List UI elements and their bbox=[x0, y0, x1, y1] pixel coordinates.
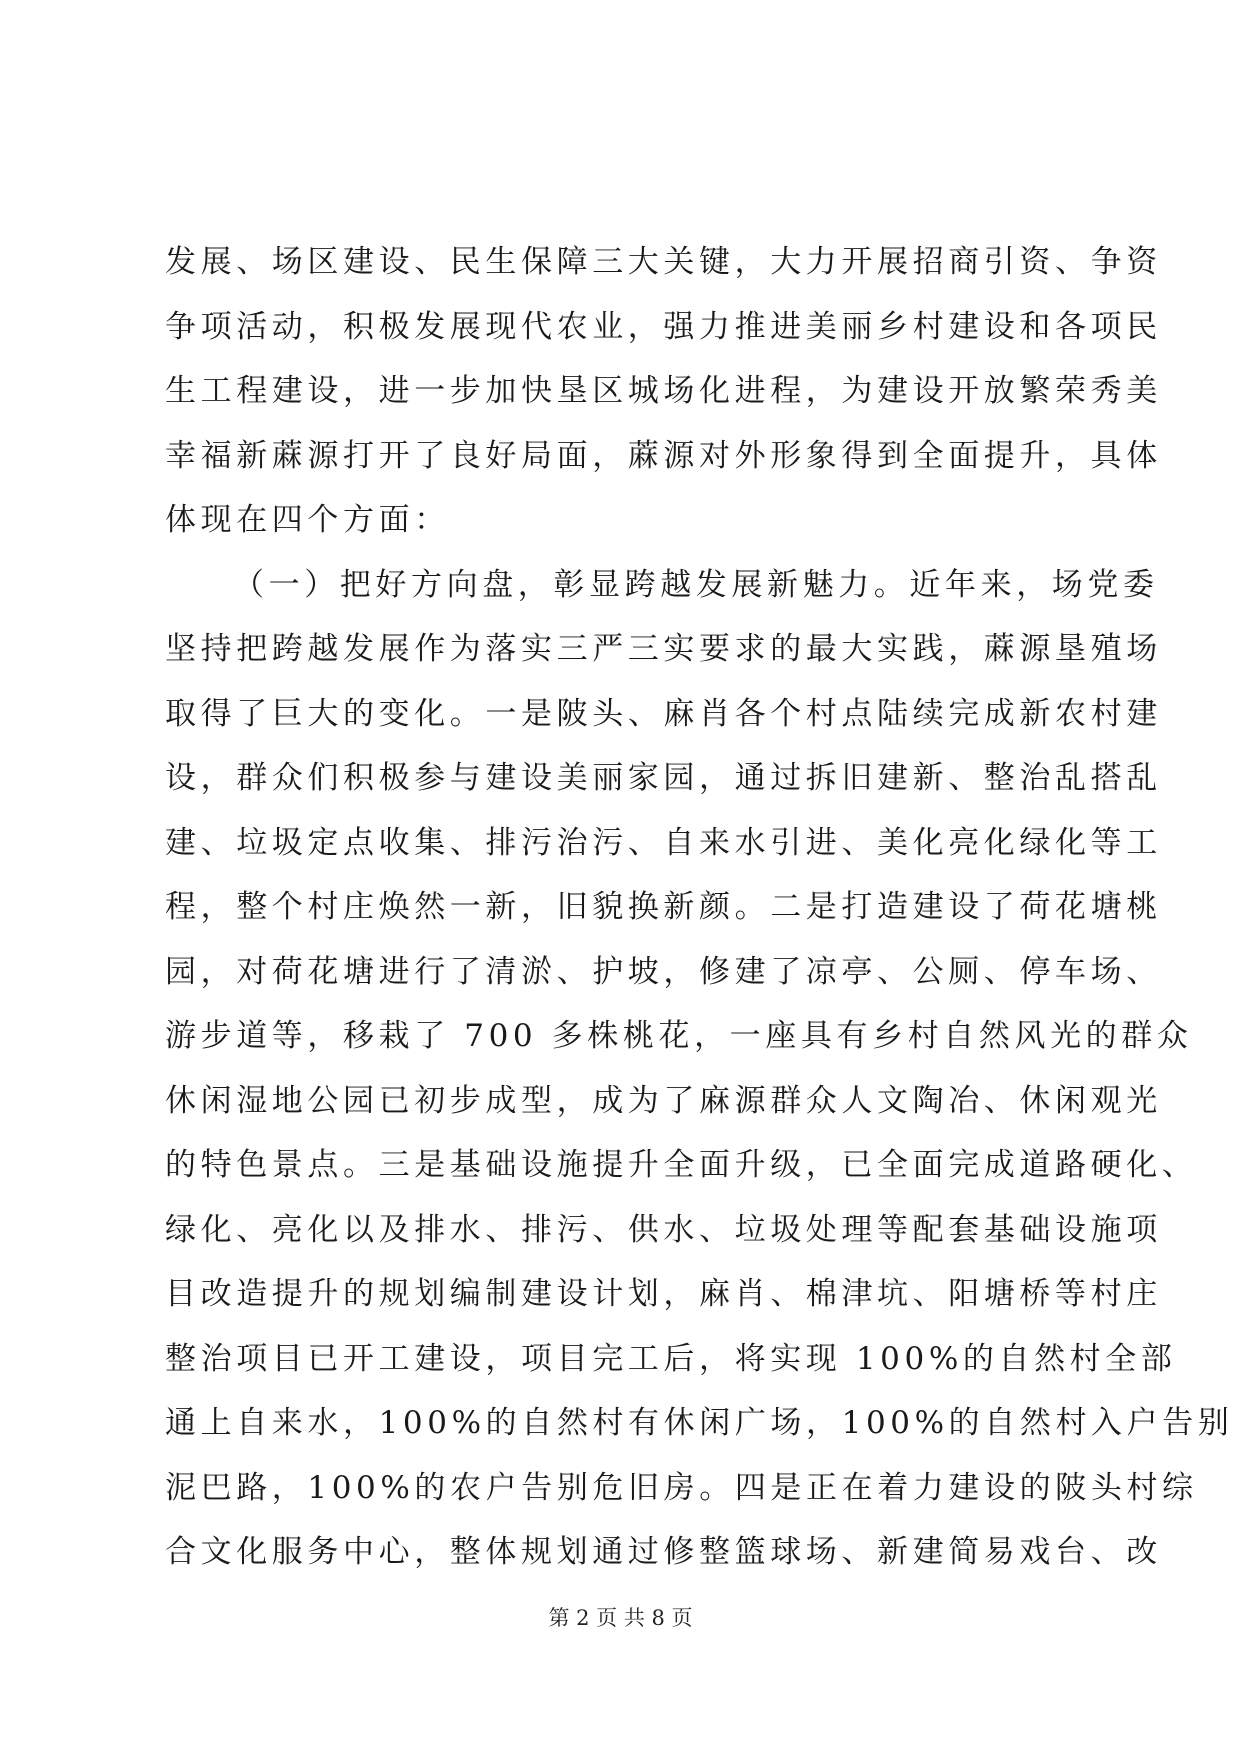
text-line: 幸福新蔴源打开了良好局面，蔴源对外形象得到全面提升，具体 bbox=[165, 437, 1162, 474]
text-line: 建、垃圾定点收集、排污治污、自来水引进、美化亮化绿化等工 bbox=[165, 824, 1162, 861]
text-line: 坚持把跨越发展作为落实三严三实要求的最大实践，蔴源垦殖场 bbox=[165, 631, 1162, 667]
text-line: 程，整个村庄焕然一新，旧貌换新颜。二是打造建设了荷花塘桃 bbox=[165, 889, 1162, 925]
text-line: 园，对荷花塘进行了清淤、护坡，修建了凉亭、公厕、停车场、 bbox=[165, 953, 1162, 990]
text-line: 体现在四个方面： bbox=[165, 502, 450, 538]
text-line: 目改造提升的规划编制建设计划，麻肖、棉津坑、阳塘桥等村庄 bbox=[165, 1276, 1162, 1312]
text-line: 泥巴路，100%的农户告别危旧房。四是正在着力建设的陂头村综 bbox=[165, 1469, 1198, 1506]
text-line: 合文化服务中心，整体规划通过修整篮球场、新建简易戏台、改 bbox=[165, 1534, 1162, 1570]
text-line: 生工程建设，进一步加快垦区城场化进程，为建设开放繁荣秀美 bbox=[165, 373, 1162, 409]
document-body bbox=[165, 230, 1234, 1585]
text-line: 游步道等，移栽了 700 多株桃花，一座具有乡村自然风光的群众 bbox=[165, 1018, 1193, 1054]
text-line: 的特色景点。三是基础设施提升全面升级，已全面完成道路硬化、 bbox=[165, 1147, 1198, 1183]
paragraph-start-line: （一）把好方向盘，彰显跨越发展新魅力。近年来，场党委 bbox=[233, 566, 1159, 603]
text-line: 争项活动，积极发展现代农业，强力推进美丽乡村建设和各项民 bbox=[165, 308, 1162, 345]
text-line: 发展、场区建设、民生保障三大关键，大力开展招商引资、争资 bbox=[165, 244, 1162, 280]
text-line: 休闲湿地公园已初步成型，成为了麻源群众人文陶冶、休闲观光 bbox=[165, 1082, 1162, 1119]
text-line: 绿化、亮化以及排水、排污、供水、垃圾处理等配套基础设施项 bbox=[165, 1211, 1162, 1248]
text-line: 设，群众们积极参与建设美丽家园，通过拆旧建新、整治乱搭乱 bbox=[165, 760, 1162, 796]
text-line: 取得了巨大的变化。一是陂头、麻肖各个村点陆续完成新农村建 bbox=[165, 695, 1162, 732]
text-line: 通上自来水，100%的自然村有休闲广场，100%的自然村入户告别 bbox=[165, 1405, 1234, 1441]
page-number-footer: 第 2 页 共 8 页 bbox=[548, 1606, 693, 1630]
text-line: 整治项目已开工建设，项目完工后，将实现 100%的自然村全部 bbox=[165, 1340, 1177, 1377]
